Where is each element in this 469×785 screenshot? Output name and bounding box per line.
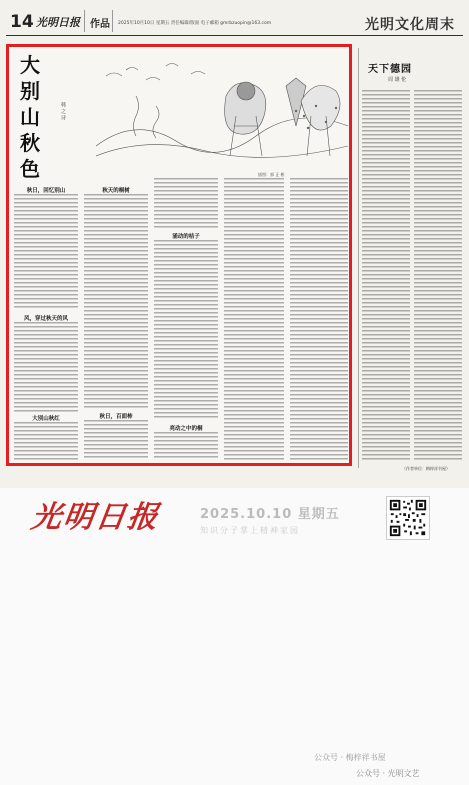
watermark: 公众号 · 光明文艺 [356, 769, 420, 778]
article-author: 韩 之 诗 [60, 102, 66, 121]
subhead: 秋日，回忆别山 [26, 188, 66, 194]
subhead: 大别山秋红 [32, 416, 60, 422]
qr-code-icon[interactable] [386, 496, 430, 540]
text-column [290, 178, 348, 460]
subhead: 风，穿过秋天的风 [23, 316, 68, 322]
text-column [14, 422, 78, 460]
text-column [414, 90, 462, 460]
right-article-footer: （作者单位：梅梓祥书屋） [402, 466, 450, 471]
column-divider [358, 48, 359, 468]
paper-brand-logo: 光明日报 [29, 500, 162, 535]
header-divider [112, 10, 113, 32]
page-header [6, 10, 463, 36]
header-divider [84, 10, 85, 32]
text-column [14, 322, 78, 412]
text-column [14, 194, 78, 310]
issue-date: 2025.10.10 星期五 [200, 507, 340, 522]
subhead: 亮动之中的桐 [169, 426, 203, 432]
text-column [154, 240, 218, 420]
watermark: 公众号 · 梅梓祥书屋 [314, 753, 386, 762]
text-column [84, 420, 148, 460]
article-illustration [96, 56, 348, 174]
slogan: 知识分子掌上精神家园 [200, 526, 300, 535]
text-column [84, 194, 148, 408]
text-column [154, 178, 218, 228]
right-article-author: 周 雄 伦 [388, 77, 407, 83]
subhead: 涌动的桔子 [172, 234, 200, 240]
text-column [362, 90, 410, 460]
section-name: 作品 [90, 19, 110, 30]
page-number: 14 [10, 12, 34, 32]
article-title: 大 别 山 秋 色 [20, 53, 40, 181]
header-info: 2025年10月10日 星期五 责任编辑/版面 电子邮箱 gmrbzuopin@163.com [118, 21, 272, 26]
subhead: 秋天的桐树 [102, 188, 130, 194]
text-column [224, 178, 284, 460]
weekly-title: 光明文化周末 [365, 17, 455, 33]
paper-logo-small: 光明日报 [36, 16, 80, 29]
subhead: 秋日，百面柿 [99, 414, 133, 420]
illustration-caption: 插图：郭 正 彬 [258, 172, 285, 177]
text-column [154, 432, 218, 460]
right-article-title: 天下德园 [368, 64, 412, 75]
